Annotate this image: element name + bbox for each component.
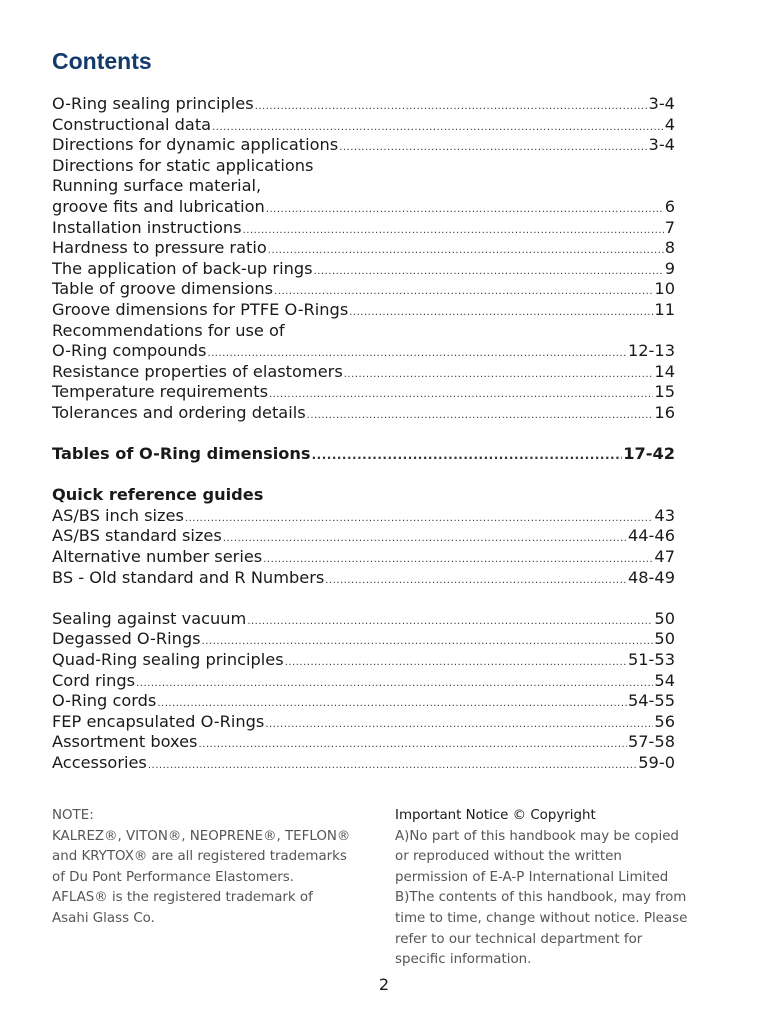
toc-entry-page: 54-55: [627, 691, 675, 711]
note-line: and KRYTOX® are all registered trademarks: [52, 849, 347, 865]
dot-leader: [307, 406, 654, 427]
trademark-note: [52, 806, 382, 930]
toc-entry: [52, 279, 675, 300]
toc-entry-page: 16: [654, 402, 675, 422]
notice-line: time to time, change without notice. Please: [395, 910, 688, 926]
toc-entry-label: Alternative number series: [52, 547, 263, 567]
toc-entry-label: Tables of O-Ring dimensions: [52, 444, 311, 464]
note-line: AFLAS® is the registered trademark of: [52, 890, 313, 906]
dot-leader: [339, 138, 647, 159]
toc-entry: [52, 671, 675, 692]
toc-entry-page: 15: [654, 382, 675, 402]
toc-entry: [52, 650, 675, 671]
toc-entry-page: 50: [654, 608, 675, 628]
toc-entry-page: 14: [654, 361, 675, 381]
toc-entry-label: The application of back-up rings: [52, 258, 313, 278]
copyright-notice: [395, 806, 725, 971]
toc-entry-label: O-Ring compounds: [52, 341, 207, 361]
toc-entry: [52, 506, 675, 527]
toc-group-other: [52, 609, 675, 774]
toc-entry-label: Recommendations for use of: [52, 320, 285, 340]
toc-entry-label: Running surface material,: [52, 176, 262, 196]
spacer: [52, 424, 675, 445]
dot-leader: [349, 303, 653, 324]
toc-entry-page: 17-42: [623, 444, 675, 464]
dot-leader: [148, 756, 637, 777]
toc-entry-label: Accessories: [52, 753, 147, 772]
toc-entry-label: Sealing against vacuum: [52, 608, 247, 628]
toc-entry: [52, 362, 675, 383]
toc-entry-page: 57-58: [627, 732, 675, 752]
toc-entry: [52, 238, 675, 259]
dot-leader: [185, 509, 653, 530]
notice-line: refer to our technical department for: [395, 931, 643, 947]
note-line: of Du Pont Performance Elastomers.: [52, 869, 294, 885]
table-of-contents: [52, 94, 675, 774]
spacer: [52, 465, 675, 486]
toc-entry-page: 48-49: [627, 567, 675, 587]
toc-entry: [52, 629, 675, 650]
toc-entry: [52, 732, 675, 753]
dot-leader: [265, 715, 653, 736]
toc-entry-page: 7: [664, 217, 675, 237]
toc-entry-label: Cord rings: [52, 670, 136, 690]
toc-entry-page: 56: [654, 711, 675, 731]
toc-entry-page: 10: [654, 279, 675, 299]
toc-entry-label: groove fits and lubrication: [52, 196, 265, 216]
toc-entry: [52, 300, 675, 321]
dot-leader: [314, 262, 664, 283]
dot-leader: [255, 97, 648, 118]
dot-leader: [266, 200, 664, 221]
notice-line: B)The contents of this handbook, may from: [395, 890, 687, 906]
page-title: Contents: [52, 48, 152, 74]
toc-entry: [52, 321, 675, 342]
toc-entry-label: BS - Old standard and R Numbers: [52, 567, 325, 587]
copyright-notice-title: Important Notice © Copyright: [395, 808, 596, 823]
toc-entry: [52, 176, 675, 197]
toc-entry-label: Hardness to pressure ratio: [52, 238, 267, 258]
toc-entry-label: FEP encapsulated O-Rings: [52, 711, 265, 731]
toc-entry-label: O-Ring cords: [52, 691, 157, 711]
toc-entry-tables: [52, 444, 675, 465]
copyright-notice-body: [395, 827, 725, 971]
notice-line: A)No part of this handbook may be copied: [395, 828, 679, 844]
dot-leader: [325, 571, 627, 592]
toc-entry-page: 54: [654, 670, 675, 690]
dot-leader: [312, 445, 623, 466]
toc-entry-label: Directions for static applications: [52, 155, 314, 175]
toc-entry-page: 44-46: [627, 526, 675, 546]
page-number: 2: [378, 975, 390, 994]
toc-entry: [52, 712, 675, 733]
quick-reference-heading: Quick reference guides: [52, 485, 264, 505]
toc-entry-page: 12-13: [627, 341, 675, 361]
toc-entry-label: O-Ring sealing principles: [52, 94, 254, 113]
toc-entry: [52, 135, 675, 156]
toc-entry: [52, 218, 675, 239]
toc-entry-label: Table of groove dimensions: [52, 279, 274, 299]
toc-entry-page: 9: [664, 258, 675, 278]
toc-entry: [52, 609, 675, 630]
note-line: KALREZ®, VITON®, NEOPRENE®, TEFLON®: [52, 828, 351, 844]
dot-leader: [243, 221, 664, 242]
toc-entry-page: 3-4: [648, 135, 675, 155]
toc-entry-label: Installation instructions: [52, 217, 242, 237]
toc-entry: [52, 691, 675, 712]
toc-entry: [52, 94, 675, 115]
toc-entry-label: Quad-Ring sealing principles: [52, 650, 284, 670]
toc-entry-label: AS/BS standard sizes: [52, 526, 222, 546]
note-line: NOTE:: [52, 808, 94, 823]
toc-group-quick-reference: [52, 506, 675, 588]
spacer: [52, 588, 675, 609]
toc-entry-label: Constructional data: [52, 114, 212, 134]
toc-entry-label: AS/BS inch sizes: [52, 505, 184, 525]
toc-group-main: [52, 94, 675, 424]
toc-entry: [52, 526, 675, 547]
toc-entry-page: 51-53: [627, 650, 675, 670]
toc-entry: [52, 568, 675, 589]
toc-entry: [52, 341, 675, 362]
toc-entry-label: Tolerances and ordering details: [52, 402, 306, 422]
toc-entry: [52, 259, 675, 280]
toc-entry-label: Directions for dynamic applications: [52, 135, 339, 155]
toc-entry-label: Assortment boxes: [52, 732, 198, 752]
toc-entry: [52, 753, 675, 774]
toc-entry-page: 3-4: [648, 94, 675, 113]
dot-leader: [269, 385, 653, 406]
toc-entry-page: 47: [654, 547, 675, 567]
toc-entry-page: 11: [654, 299, 675, 319]
toc-entry: [52, 197, 675, 218]
toc-entry-label: Temperature requirements: [52, 382, 268, 402]
notice-line: or reproduced without the written: [395, 849, 622, 865]
toc-entry: [52, 115, 675, 136]
toc-entry: [52, 403, 675, 424]
toc-entry: [52, 382, 675, 403]
toc-entry-label: Groove dimensions for PTFE O-Rings: [52, 299, 349, 319]
dot-leader: [344, 365, 654, 386]
toc-entry: [52, 156, 675, 177]
notice-line: permission of E-A-P International Limited: [395, 869, 669, 885]
notice-line: specific information.: [395, 952, 532, 968]
dot-leader: [136, 674, 653, 695]
dot-leader: [268, 241, 664, 262]
note-line: Asahi Glass Co.: [52, 910, 155, 926]
toc-entry-page: 59-0: [638, 753, 675, 772]
toc-entry-page: 6: [664, 196, 675, 216]
toc-entry-label: Degassed O-Rings: [52, 629, 201, 649]
toc-entry-page: 43: [654, 505, 675, 525]
dot-leader: [223, 529, 627, 550]
toc-entry: [52, 547, 675, 568]
dot-leader: [198, 735, 626, 756]
toc-entry-label: Resistance properties of elastomers: [52, 361, 343, 381]
toc-entry-page: 8: [664, 238, 675, 258]
toc-entry-page: 50: [654, 629, 675, 649]
dot-leader: [247, 612, 653, 633]
toc-entry-page: 4: [664, 114, 675, 134]
dot-leader: [285, 653, 627, 674]
